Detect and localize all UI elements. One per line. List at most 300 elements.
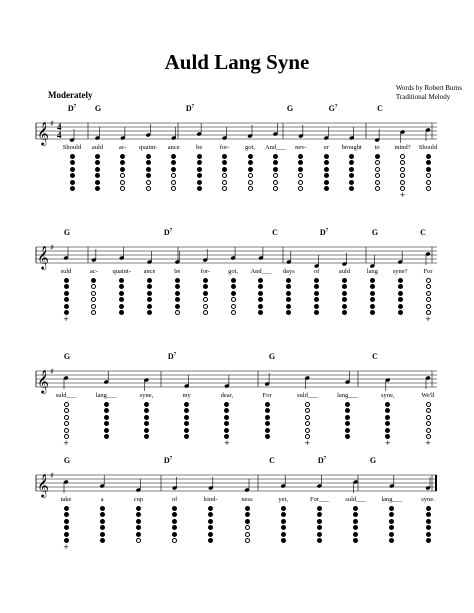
fingering-chart [144,154,152,192]
open-hole-icon [305,408,310,413]
open-hole-icon [273,186,278,191]
closed-hole-icon [231,278,236,283]
closed-hole-icon [70,186,75,191]
closed-hole-icon [184,415,189,420]
open-hole-icon [203,297,208,302]
closed-hole-icon [349,167,354,172]
overblow-plus-icon: + [425,439,431,448]
open-hole-icon [91,284,96,289]
fingering-chart [313,278,321,316]
closed-hole-icon [349,186,354,191]
open-hole-icon [231,310,236,315]
open-hole-icon [146,186,151,191]
closed-hole-icon [370,304,375,309]
closed-hole-icon [119,278,124,283]
chord-symbol: $D^7$ [317,456,327,465]
lyric-syllable: take [60,496,72,503]
lyric-syllable: suld [60,268,72,275]
chord-symbol: $D^7$ [167,352,177,361]
chord-symbol: G [63,352,71,361]
fingering-chart [98,506,106,544]
closed-hole-icon [104,408,109,413]
time-signature: 4 [57,122,62,132]
lyric-syllable: to [374,144,380,151]
fingering-chart [352,506,360,544]
open-hole-icon [231,304,236,309]
closed-hole-icon [144,434,149,439]
fingering-chart [424,278,432,322]
closed-hole-icon [147,278,152,283]
fingering-chart [170,154,178,192]
fingering-chart [93,154,101,192]
closed-hole-icon [389,512,394,517]
lyric-syllable: lang___ [95,392,117,399]
open-hole-icon [245,538,250,543]
open-hole-icon [171,173,176,178]
fingering-chart [285,278,293,316]
fingering-chart [201,278,209,316]
closed-hole-icon [197,167,202,172]
closed-hole-icon [389,525,394,530]
closed-hole-icon [197,173,202,178]
closed-hole-icon [136,532,141,537]
closed-hole-icon [91,278,96,283]
open-hole-icon [273,173,278,178]
closed-hole-icon [95,186,100,191]
open-hole-icon [305,402,310,407]
closed-hole-icon [345,421,350,426]
open-hole-icon [305,428,310,433]
time-signature: 4 [57,130,62,140]
closed-hole-icon [147,291,152,296]
open-hole-icon [91,310,96,315]
open-hole-icon [426,291,431,296]
closed-hole-icon [389,532,394,537]
lyric-syllable: And___ [250,268,272,275]
closed-hole-icon [172,506,177,511]
closed-hole-icon [172,512,177,517]
closed-hole-icon [197,160,202,165]
closed-hole-icon [353,532,358,537]
lyric-syllable: lang [366,268,378,275]
closed-hole-icon [70,173,75,178]
closed-hole-icon [222,167,227,172]
closed-hole-icon [353,519,358,524]
open-hole-icon [172,538,177,543]
overblow-plus-icon: + [384,439,391,448]
closed-hole-icon [184,421,189,426]
overblow-plus-icon: + [63,439,69,448]
open-hole-icon [400,160,405,165]
closed-hole-icon [370,310,375,315]
open-hole-icon [426,278,431,283]
closed-hole-icon [175,304,180,309]
open-hole-icon [64,428,69,433]
lyric-syllable: for- [200,268,211,275]
lyric-syllable: cup [133,496,144,503]
closed-hole-icon [398,304,403,309]
open-hole-icon [426,173,431,178]
closed-hole-icon [426,167,431,172]
fingering-chart [303,402,311,446]
closed-hole-icon [426,160,431,165]
lyric-syllable: Should [62,144,82,151]
open-hole-icon [146,180,151,185]
closed-hole-icon [398,310,403,315]
closed-hole-icon [64,538,69,543]
closed-hole-icon [100,538,105,543]
closed-hole-icon [224,421,229,426]
lyric-syllable: syne, [380,392,395,399]
closed-hole-icon [426,506,431,511]
closed-hole-icon [146,154,151,159]
closed-hole-icon [314,284,319,289]
closed-hole-icon [104,434,109,439]
closed-hole-icon [353,525,358,530]
lyric-syllable: dear, [220,392,234,399]
lyric-syllable: ac- [118,144,127,151]
chord-symbol: $D^7$ [67,104,77,113]
closed-hole-icon [314,304,319,309]
closed-hole-icon [273,167,278,172]
lyric-syllable: auld [338,268,351,275]
open-hole-icon [120,186,125,191]
closed-hole-icon [144,415,149,420]
chord-symbol: G [371,228,379,237]
open-hole-icon [400,154,405,159]
closed-hole-icon [120,167,125,172]
fingering-chart [142,402,150,440]
closed-hole-icon [100,512,105,517]
closed-hole-icon [64,304,69,309]
closed-hole-icon [389,519,394,524]
fingering-chart [384,402,392,446]
fingering-chart [90,278,98,316]
lyric-syllable: For [262,392,272,399]
overblow-plus-icon: + [223,439,230,448]
closed-hole-icon [286,284,291,289]
closed-hole-icon [208,519,213,524]
closed-hole-icon [281,519,286,524]
closed-hole-icon [298,154,303,159]
closed-hole-icon [426,532,431,537]
closed-hole-icon [64,525,69,530]
lyric-syllable: for- [219,144,230,151]
chord-symbol: $D^7$ [163,456,173,465]
open-hole-icon [426,186,431,191]
closed-hole-icon [184,428,189,433]
closed-hole-icon [286,304,291,309]
open-hole-icon [64,415,69,420]
closed-hole-icon [172,519,177,524]
open-hole-icon [426,428,431,433]
lyric-syllable: Should [418,144,438,151]
closed-hole-icon [100,506,105,511]
chord-symbol: $D^7$ [163,228,173,237]
fingering-chart [373,154,381,192]
lyric-syllable: And___ [264,144,286,151]
closed-hole-icon [281,532,286,537]
open-hole-icon [375,180,380,185]
closed-hole-icon [222,160,227,165]
fingering-chart [229,278,237,316]
closed-hole-icon [314,310,319,315]
open-hole-icon [245,525,250,530]
closed-hole-icon [398,278,403,283]
lyric-syllable: kind- [203,496,218,503]
closed-hole-icon [144,428,149,433]
closed-hole-icon [222,154,227,159]
closed-hole-icon [389,538,394,543]
closed-hole-icon [349,154,354,159]
fingering-chart [424,154,432,192]
closed-hole-icon [100,519,105,524]
chord-symbol: G [94,104,102,113]
closed-hole-icon [197,180,202,185]
closed-hole-icon [175,284,180,289]
open-hole-icon [222,186,227,191]
closed-hole-icon [95,180,100,185]
open-hole-icon [203,310,208,315]
overblow-plus-icon: + [425,315,431,324]
closed-hole-icon [345,402,350,407]
lyric-syllable: got, [228,268,239,275]
open-hole-icon [245,532,250,537]
chord-symbol: G [63,228,71,237]
key-signature-sharp-icon: ♯ [50,119,54,128]
closed-hole-icon [258,284,263,289]
closed-hole-icon [224,402,229,407]
closed-hole-icon [298,160,303,165]
lyric-syllable: quaint- [112,268,131,275]
open-hole-icon [400,180,405,185]
chord-symbol: C [420,228,426,237]
closed-hole-icon [385,421,390,426]
closed-hole-icon [175,278,180,283]
chord-symbol: C [269,456,275,465]
closed-hole-icon [398,291,403,296]
closed-hole-icon [349,173,354,178]
chord-symbol: G [63,456,71,465]
closed-hole-icon [175,297,180,302]
closed-hole-icon [385,428,390,433]
closed-hole-icon [146,167,151,172]
chord-symbol: C [377,104,383,113]
lyric-syllable: ance [167,144,180,151]
closed-hole-icon [286,310,291,315]
open-hole-icon [203,304,208,309]
closed-hole-icon [265,434,270,439]
fingering-chart [257,278,265,316]
closed-hole-icon [120,160,125,165]
closed-hole-icon [324,160,329,165]
fingering-chart [62,506,70,550]
closed-hole-icon [426,154,431,159]
lyric-syllable: nev- [295,144,307,151]
closed-hole-icon [317,519,322,524]
lyric-syllable: ness [241,496,253,503]
lyric-syllable: days [282,268,295,275]
closed-hole-icon [104,428,109,433]
closed-hole-icon [64,532,69,537]
closed-hole-icon [324,186,329,191]
closed-hole-icon [119,284,124,289]
closed-hole-icon [203,284,208,289]
closed-hole-icon [298,167,303,172]
overblow-plus-icon: + [63,315,69,324]
open-hole-icon [298,180,303,185]
closed-hole-icon [224,434,229,439]
lyric-syllable: got, [245,144,255,151]
closed-hole-icon [385,402,390,407]
closed-hole-icon [248,154,253,159]
closed-hole-icon [64,519,69,524]
closed-hole-icon [64,506,69,511]
lyric-syllable: lang___ [381,496,403,503]
closed-hole-icon [375,154,380,159]
fingering-chart [146,278,154,316]
lyric-syllable: of [171,496,178,503]
overblow-plus-icon: + [399,191,406,200]
closed-hole-icon [324,167,329,172]
fingering-chart [388,506,396,544]
closed-hole-icon [317,506,322,511]
fingering-chart [62,278,70,322]
fingering-chart [118,278,126,316]
closed-hole-icon [208,512,213,517]
closed-hole-icon [426,519,431,524]
lyric-syllable: yet, [278,496,288,503]
closed-hole-icon [314,297,319,302]
closed-hole-icon [184,434,189,439]
open-hole-icon [400,186,405,191]
open-hole-icon [64,421,69,426]
closed-hole-icon [426,538,431,543]
open-hole-icon [64,402,69,407]
closed-hole-icon [95,167,100,172]
fingering-chart [297,154,305,192]
key-signature-sharp-icon: ♯ [50,471,54,480]
lyric-syllable: a [100,496,104,503]
closed-hole-icon [95,160,100,165]
open-hole-icon [171,180,176,185]
closed-hole-icon [147,284,152,289]
closed-hole-icon [245,512,250,517]
fingering-chart [348,154,356,192]
closed-hole-icon [119,291,124,296]
closed-hole-icon [224,428,229,433]
closed-hole-icon [265,421,270,426]
chord-symbol: C [272,228,278,237]
closed-hole-icon [70,154,75,159]
open-hole-icon [426,284,431,289]
closed-hole-icon [370,297,375,302]
credits [396,84,462,102]
key-signature-sharp-icon: ♯ [50,367,54,376]
closed-hole-icon [345,428,350,433]
lyric-syllable: lang___ [337,392,359,399]
lyric-syllable: ac- [89,268,98,275]
overblow-plus-icon: + [63,543,69,552]
closed-hole-icon [104,415,109,420]
closed-hole-icon [370,284,375,289]
melody-credit: Traditional Melody [395,93,451,101]
closed-hole-icon [345,408,350,413]
closed-hole-icon [258,297,263,302]
closed-hole-icon [353,512,358,517]
key-signature-sharp-icon: ♯ [50,243,54,252]
song-title: Auld Lang Syne [164,50,310,74]
closed-hole-icon [231,291,236,296]
fingering-chart [62,402,70,446]
open-hole-icon [120,180,125,185]
closed-hole-icon [314,291,319,296]
closed-hole-icon [281,512,286,517]
open-hole-icon [426,297,431,302]
fingering-chart [134,506,142,544]
closed-hole-icon [172,532,177,537]
closed-hole-icon [64,512,69,517]
lyric-syllable: er [323,144,329,151]
closed-hole-icon [146,173,151,178]
closed-hole-icon [197,186,202,191]
closed-hole-icon [208,538,213,543]
chord-symbol: G [286,104,294,113]
closed-hole-icon [324,154,329,159]
open-hole-icon [222,180,227,185]
closed-hole-icon [197,154,202,159]
fingering-chart [271,154,279,192]
fingering-chart [368,278,376,316]
closed-hole-icon [349,160,354,165]
closed-hole-icon [258,310,263,315]
open-hole-icon [120,173,125,178]
open-hole-icon [91,291,96,296]
closed-hole-icon [245,506,250,511]
closed-hole-icon [184,402,189,407]
closed-hole-icon [281,525,286,530]
closed-hole-icon [231,284,236,289]
closed-hole-icon [353,538,358,543]
open-hole-icon [426,421,431,426]
closed-hole-icon [286,278,291,283]
closed-hole-icon [208,506,213,511]
lyric-syllable: We'll [421,392,435,399]
closed-hole-icon [317,532,322,537]
closed-hole-icon [426,512,431,517]
open-hole-icon [175,310,180,315]
lyric-syllable: syne, [139,392,154,399]
fingering-chart [399,154,407,198]
closed-hole-icon [265,402,270,407]
closed-hole-icon [70,180,75,185]
closed-hole-icon [385,434,390,439]
closed-hole-icon [265,428,270,433]
fingering-chart [173,278,181,316]
chord-symbol: $G^7$ [328,104,338,113]
chord-symbol: G [369,456,377,465]
closed-hole-icon [370,291,375,296]
closed-hole-icon [64,310,69,315]
open-hole-icon [248,173,253,178]
closed-hole-icon [317,538,322,543]
open-hole-icon [305,415,310,420]
closed-hole-icon [224,408,229,413]
closed-hole-icon [104,402,109,407]
lyric-syllable: brought [341,144,362,151]
fingering-chart [183,402,191,440]
lyric-syllable: ance [143,268,156,275]
